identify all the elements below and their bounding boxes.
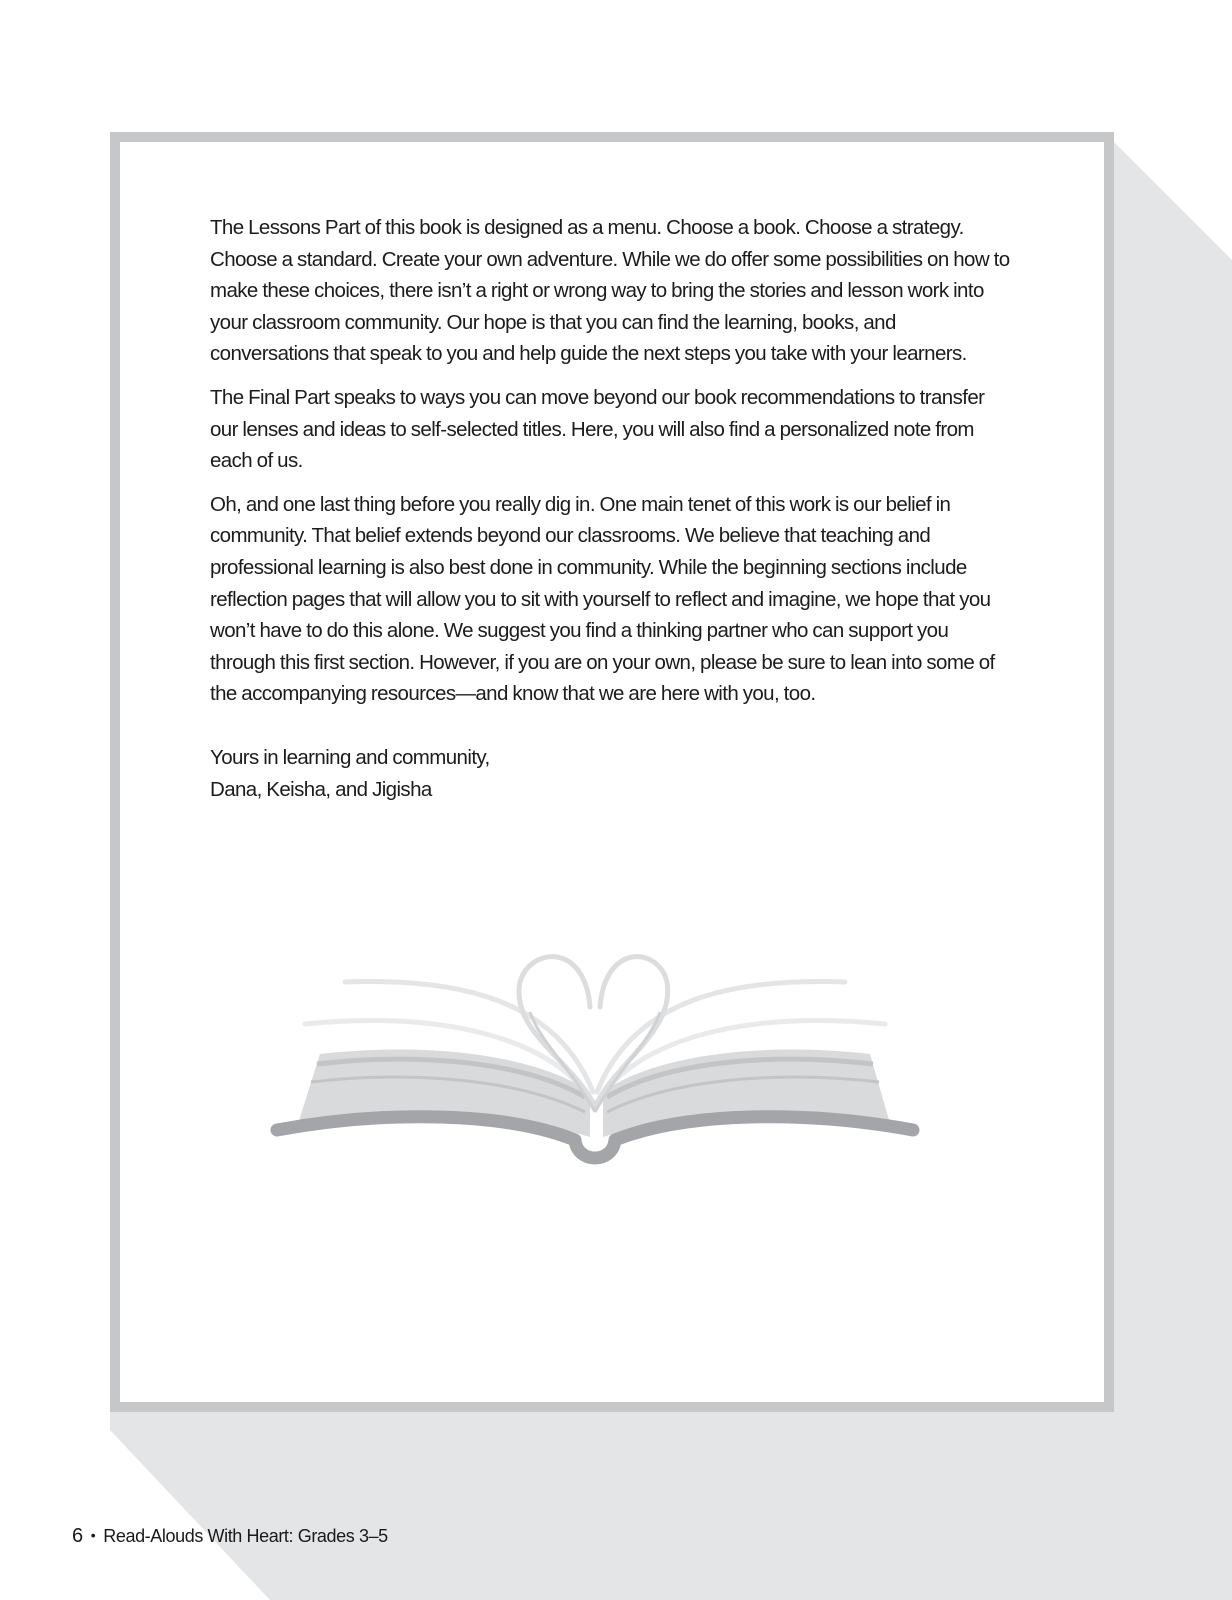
letter-frame bbox=[110, 132, 1114, 1412]
open-book-heart-icon bbox=[255, 942, 935, 1172]
letter-closing bbox=[210, 742, 1010, 805]
page-number: 6 bbox=[72, 1525, 83, 1547]
page-footer bbox=[72, 1525, 388, 1548]
paragraph-community: Oh, and one last thing before you really dig in. One main tenet of this work is our belief in community. That belief extends beyond our classrooms. We believe that teaching and professional learning is also best done in community. While the beginning sections include reflection pages that will allow you to sit with yourself to reflect and imagine, we hope that you won’t have to do this alone. We suggest you find a thinking partner who can support you through this first section. However, if you are on your own, please be sure to lean into some of the accompanying resources—and know that we are here with you, too. bbox=[210, 492, 995, 706]
letter-body bbox=[210, 212, 1010, 805]
closing-line: Yours in learning and community, bbox=[210, 745, 490, 769]
paragraph-lessons-part: The Lessons Part of this book is designed as a menu. Choose a book. Choose a strategy. Choose a standard. Create your own adventure. While we do offer some possibilities on how to make these choices, there isn’t a right or wrong way to bring the stories and lesson work into your classroom community. Our hope is that you can find the learning, books, and conversations that speak to you and help guide the next steps you take with your learners. bbox=[210, 216, 1010, 366]
footer-separator: • bbox=[90, 1527, 96, 1543]
paragraph-final-part: The Final Part speaks to ways you can move beyond our book recommendations to transfer our lenses and ideas to self-selected titles. Here, you will also find a personalized note from each of us. bbox=[210, 385, 985, 473]
book-title: Read-Alouds With Heart: Grades 3–5 bbox=[103, 1526, 388, 1546]
signature-line: Dana, Keisha, and Jigisha bbox=[210, 777, 432, 801]
